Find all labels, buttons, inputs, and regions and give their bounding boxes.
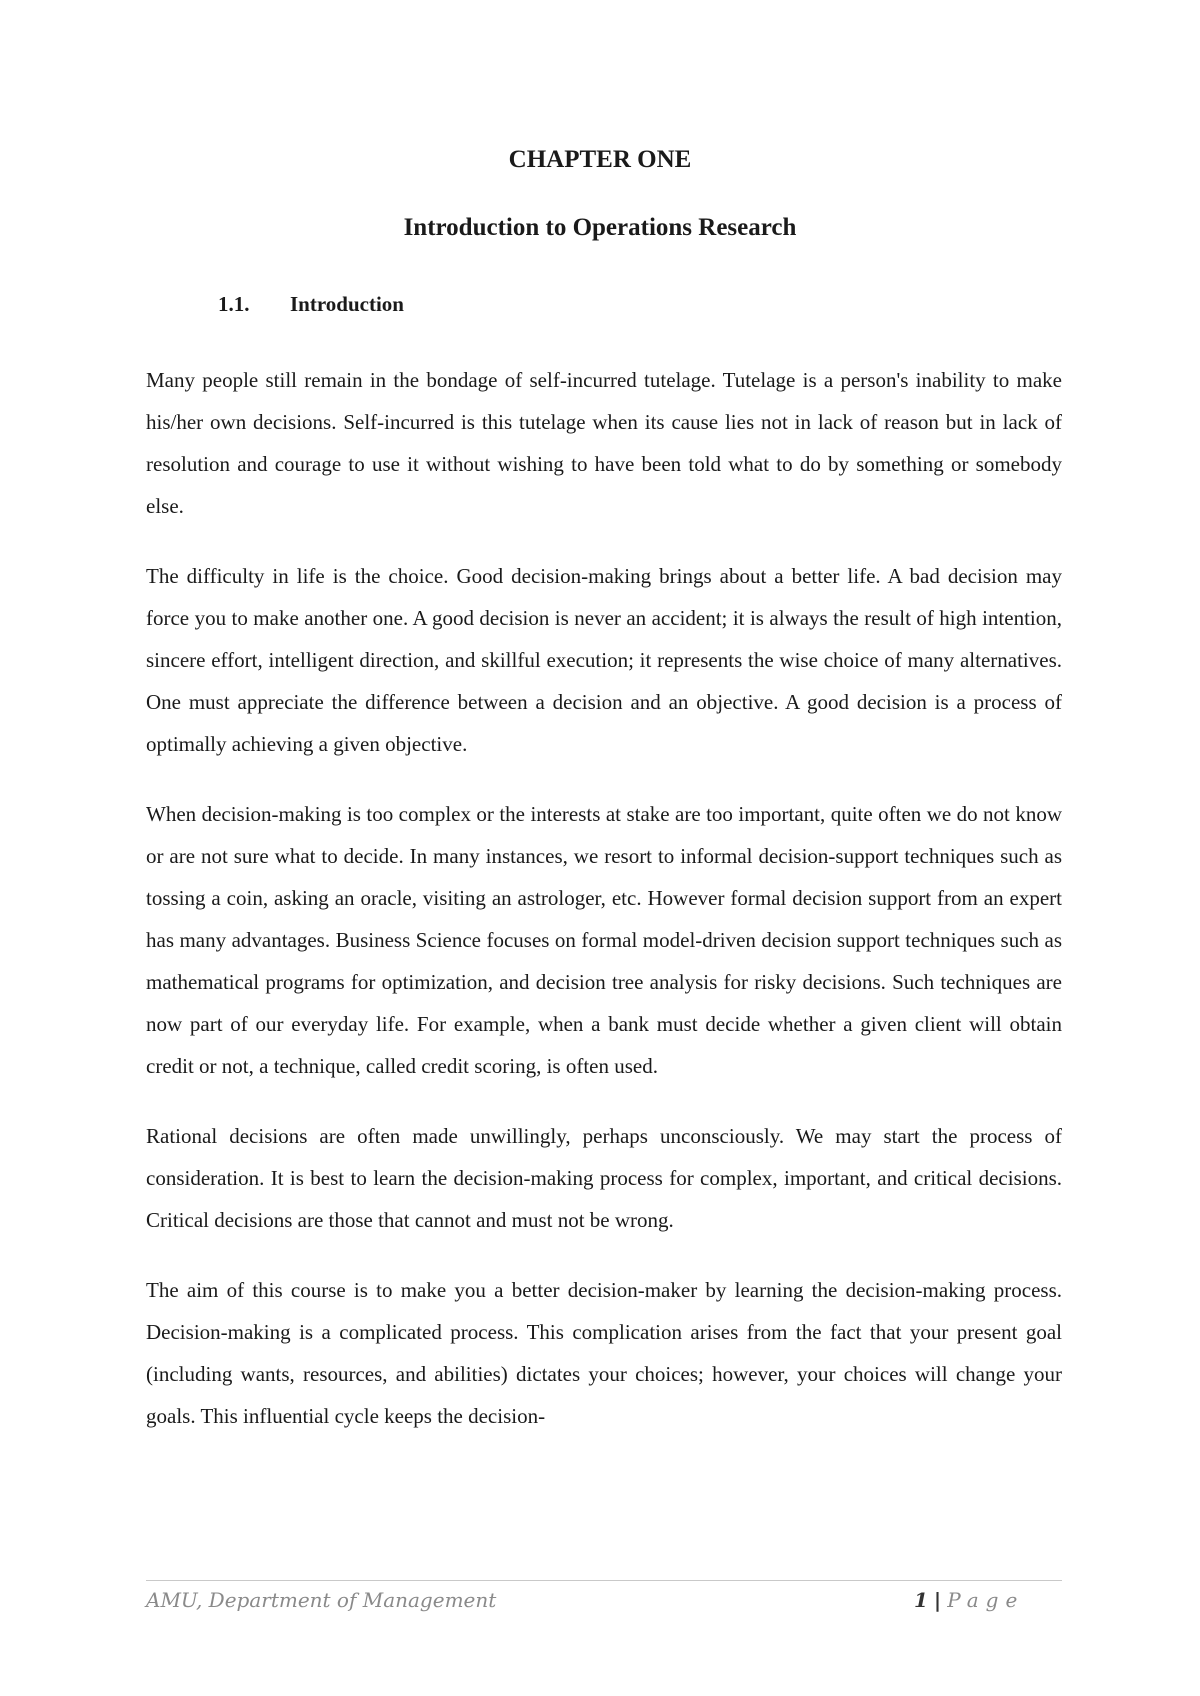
paragraph-1: Many people still remain in the bondage of self-incurred tutelage. Tutelage is a person's inability to make his/her own decisions. Self-incurred is this tutelage when its cause lies not in lack of reason but in lack of resolution and courage to use it without wishing to have been told what to do by something or somebody else. [146,368,1062,518]
paragraph-2: The difficulty in life is the choice. Good decision-making brings about a better life. A bad decision may force you to make another one. A good decision is never an accident; it is always the result of high intention, sincere effort, intelligent direction, and skillful execution; it represents the wise choice of many alternatives. One must appreciate the difference between a decision and an objective. A good decision is a process of optimally achieving a given objective. [146,564,1062,756]
page-number: 1 [914,1588,928,1612]
chapter-title: CHAPTER ONE [508,146,692,173]
section-heading [218,292,404,317]
paragraph-3: When decision-making is too complex or the interests at stake are too important, quite often we do not know or are not sure what to decide. In many instances, we resort to informal decision-support techniques such as tossing a coin, asking an oracle, visiting an astrologer, etc. However formal decision support from an expert has many advantages. Business Science focuses on formal model-driven decision support techniques such as mathematical programs for optimization, and decision tree analysis for risky decisions. Such techniques are now part of our everyday life. For example, when a bank must decide whether a given client will obtain credit or not, a technique, called credit scoring, is often used. [146,802,1062,1078]
page-label: Page [947,1588,1025,1612]
paragraph-5: The aim of this course is to make you a better decision-maker by learning the decision-making process. Decision-making is a complicated process. This complication arises from the fact that your present goal (including wants, resources, and abilities) dictates your choices; however, your choices will change your goals. This influential cycle keeps the decision- [146,1278,1062,1428]
footer-department: AMU, Department of Management [146,1588,497,1612]
paragraph-4: Rational decisions are often made unwillingly, perhaps unconsciously. We may start the process of consideration. It is best to learn the decision-making process for complex, important, and critical decisions. Critical decisions are those that cannot and must not be wrong. [146,1124,1062,1232]
footer-page-indicator [914,1588,1024,1612]
footer-divider [146,1580,1062,1581]
body-text [146,359,1062,1465]
chapter-subtitle: Introduction to Operations Research [403,214,797,241]
page-separator: | [933,1588,942,1612]
section-number: 1.1. [218,292,250,316]
section-title: Introduction [290,292,404,316]
